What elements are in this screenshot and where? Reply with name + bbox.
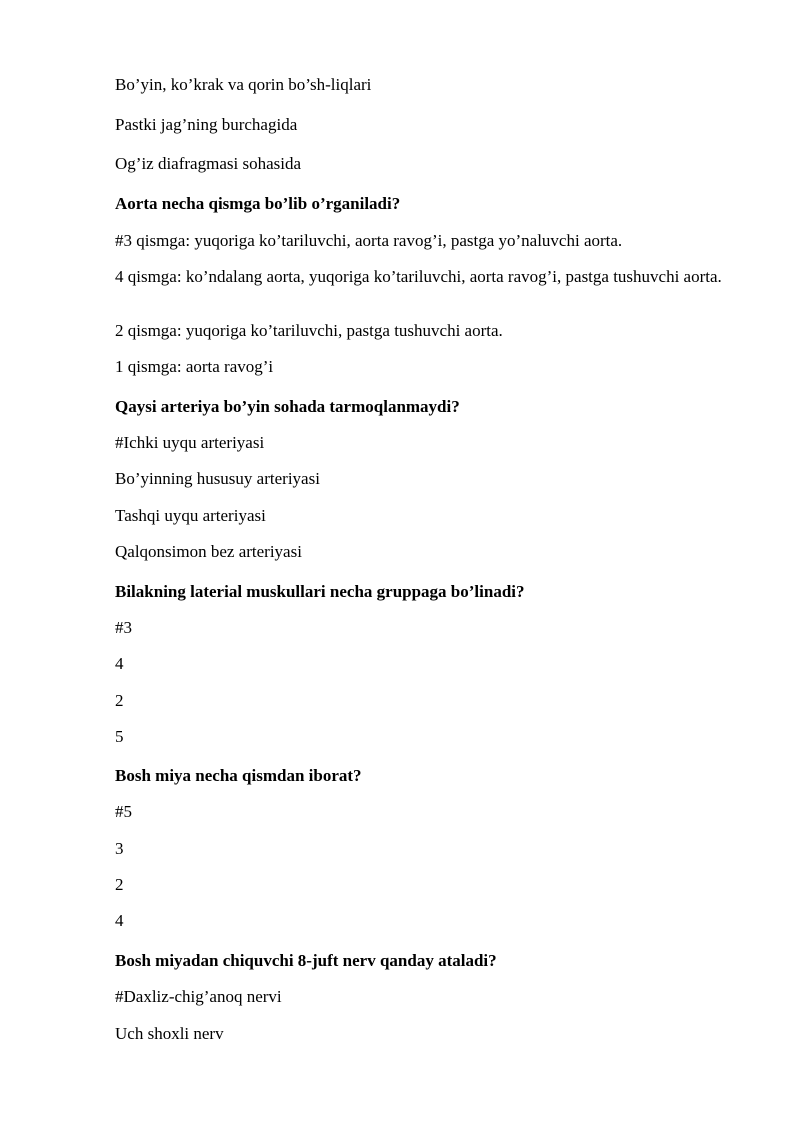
answer-line: Og’iz diafragmasi sohasida: [115, 154, 301, 173]
question-line: Qaysi arteriya bo’yin sohada tarmoqlanmaydi?: [115, 397, 460, 416]
answer-line: 3: [115, 839, 124, 858]
answer-line: 1 qismga: aorta ravog’i: [115, 357, 274, 376]
question-line: Bosh miyadan chiquvchi 8-juft nerv qanday ataladi?: [115, 951, 497, 970]
answer-line: Qalqonsimon bez arteriyasi: [115, 542, 302, 561]
answer-line: 4: [115, 911, 124, 930]
answer-line: 5: [115, 727, 124, 746]
answer-line: Tashqi uyqu arteriyasi: [115, 506, 266, 525]
answer-line: #Daxliz-chig’anoq nervi: [115, 987, 282, 1006]
answer-line: Bo’yin, ko’krak va qorin bo’sh-liqlari: [115, 75, 372, 94]
question-line: Bilakning laterial muskullari necha gruppaga bo’linadi?: [115, 582, 525, 601]
answer-line: Pastki jag’ning burchagida: [115, 115, 298, 134]
answer-line: 2 qismga: yuqoriga ko’tariluvchi, pastga tushuvchi aorta.: [115, 321, 503, 340]
answer-line: 4: [115, 654, 124, 673]
answer-line: Uch shoxli nerv: [115, 1024, 224, 1043]
question-line: Aorta necha qismga bo’lib o’rganiladi?: [115, 194, 401, 213]
answer-line: #Ichki uyqu arteriyasi: [115, 433, 265, 452]
answer-line: 4 qismga: ko’ndalang aorta, yuqoriga ko’tariluvchi, aorta ravog’i, pastga tushuvchi aorta.: [115, 267, 722, 286]
question-line: Bosh miya necha qismdan iborat?: [115, 766, 362, 785]
answer-line: Bo’yinning hususuy arteriyasi: [115, 469, 320, 488]
answer-line: #3 qismga: yuqoriga ko’tariluvchi, aorta ravog’i, pastga yo’naluvchi aorta.: [115, 231, 623, 250]
answer-line: 2: [115, 691, 124, 710]
answer-line: #3: [115, 618, 132, 637]
answer-line: #5: [115, 802, 132, 821]
answer-line: 2: [115, 875, 124, 894]
